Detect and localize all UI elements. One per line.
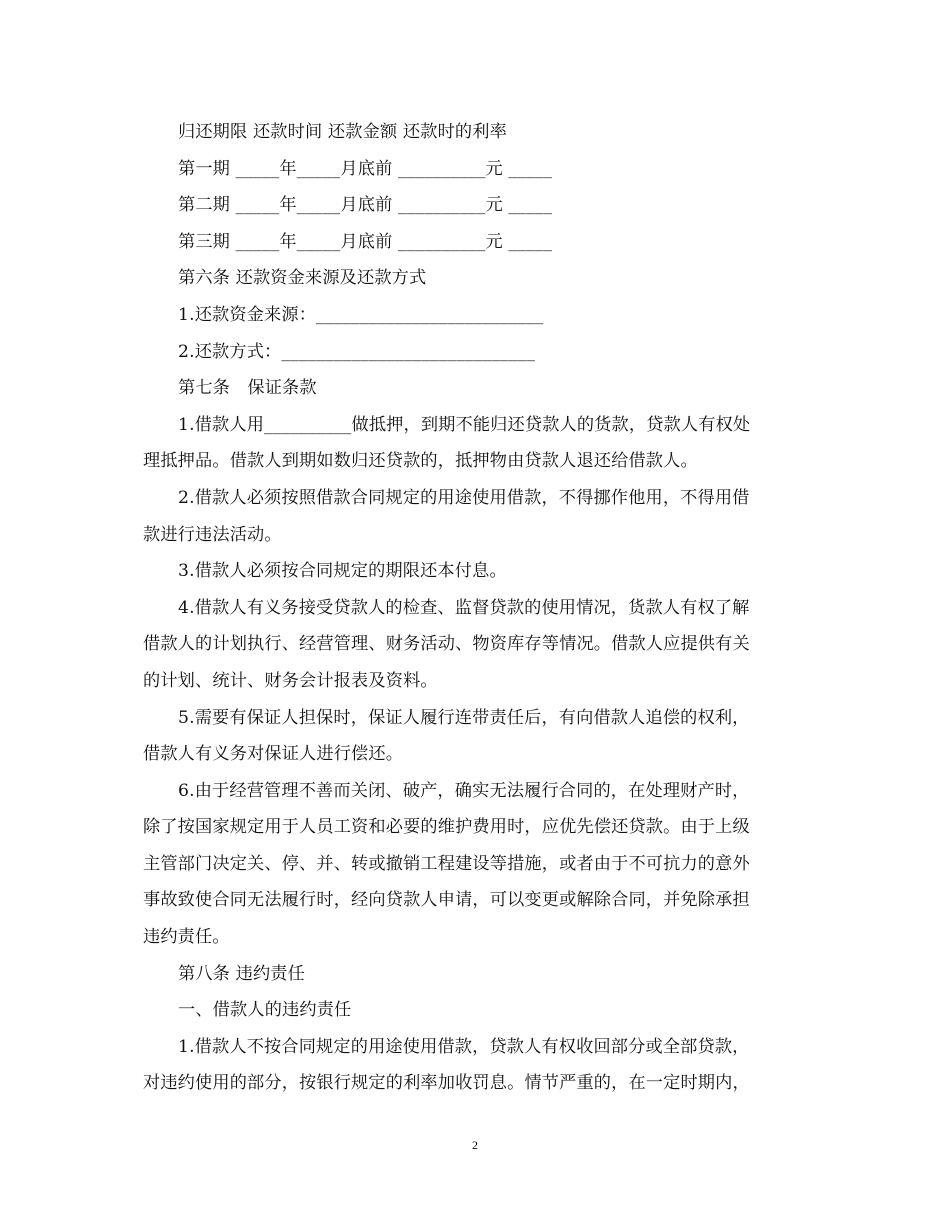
text-line: 理抵押品。借款人到期如数归还贷款的，抵押物由贷款人退还给借款人。 (143, 451, 698, 472)
text-line: 借款人有义务对保证人进行偿还。 (143, 744, 404, 765)
text-line: 第三期 _____年_____月底前 __________元 _____ (178, 231, 553, 252)
text-line: 主管部门决定关、停、并、转或撤销工程建设等措施，或者由于不可抗力的意外 (143, 853, 750, 874)
text-line: 第六条 还款资金来源及还款方式 (178, 268, 427, 289)
text-line: 第一期 _____年_____月底前 __________元 _____ (178, 158, 553, 179)
text-line: 第八条 违约责任 (178, 963, 305, 984)
text-line: 一、借款人的违约责任 (178, 1000, 352, 1021)
text-line: 款进行违法活动。 (143, 524, 282, 545)
text-line: 第二期 _____年_____月底前 __________元 _____ (178, 195, 553, 216)
text-line: 1.还款资金来源：__________________________ (178, 304, 544, 325)
text-line: 4.借款人有义务接受贷款人的检查、监督贷款的使用情况，货款人有权了解 (178, 597, 750, 618)
text-line: 2.借款人必须按照借款合同规定的用途使用借款，不得挪作他用，不得用借 (178, 487, 750, 508)
text-line: 6.由于经营管理不善而关闭、破产，确实无法履行合同的，在处理财产时， (178, 780, 750, 801)
text-line: 1.借款人用__________做抵押，到期不能归还贷款人的货款，贷款人有权处 (178, 414, 751, 435)
text-line: 事故致使合同无法履行时，经向贷款人申请，可以变更或解除合同，并免除承担 (143, 890, 750, 911)
text-line: 1.借款人不按合同规定的用途使用借款，贷款人有权收回部分或全部贷款， (178, 1036, 750, 1057)
document-body (143, 114, 803, 1102)
text-line: 第七条 保证条款 (178, 378, 317, 399)
text-line: 3.借款人必须按合同规定的期限还本付息。 (178, 561, 507, 582)
text-line: 2.还款方式：_____________________________ (178, 341, 535, 362)
text-line: 除了按国家规定用于人员工资和必要的维护费用时，应优先偿还贷款。由于上级 (143, 817, 750, 838)
text-line: 借款人的计划执行、经营管理、财务活动、物资库存等情况。借款人应提供有关 (143, 634, 750, 655)
text-line: 对违约使用的部分，按银行规定的利率加收罚息。情节严重的，在一定时期内， (143, 1073, 750, 1094)
text-line: 5.需要有保证人担保时，保证人履行连带责任后，有向借款人追偿的权利， (178, 707, 750, 728)
text-line: 归还期限 还款时间 还款金额 还款时的利率 (178, 122, 507, 142)
page-number: 2 (472, 1138, 478, 1152)
text-line: 的计划、统计、财务会计报表及资料。 (143, 670, 438, 691)
text-line: 违约责任。 (143, 927, 230, 948)
